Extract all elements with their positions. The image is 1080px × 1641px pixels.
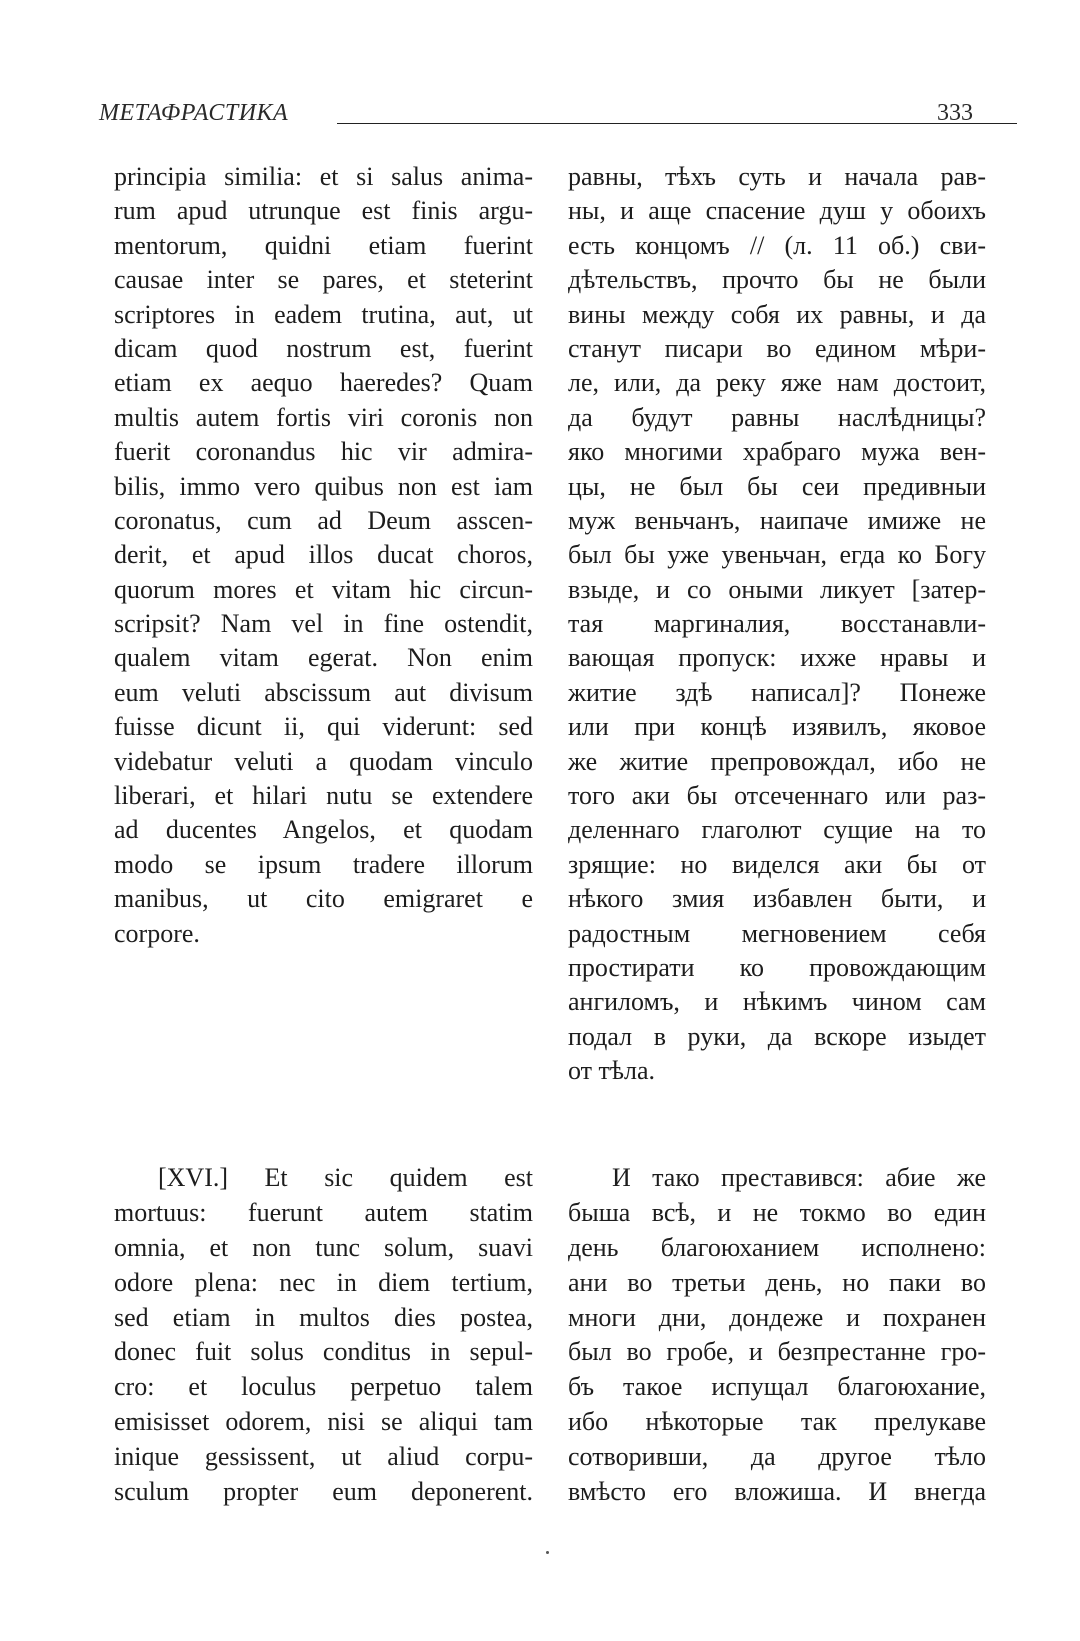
text-line: qualem vitam egerat. Non enim	[114, 643, 533, 673]
text-line: многи дни, дондеже и похранен	[568, 1302, 986, 1332]
text-line: И тако преставився: абие же	[612, 1163, 986, 1192]
text-line: ле, или, да реку яже нам достоит,	[568, 368, 986, 398]
text-line: derit, et apud illos ducat choros,	[114, 540, 533, 570]
running-title: МЕТАФРАСТИКА	[99, 100, 289, 126]
latin-column-section-1	[114, 160, 533, 951]
text-line: emisisset odorem, nisi se aliqui tam	[114, 1407, 533, 1437]
text-line: causae inter se pares, et steterint	[114, 265, 533, 295]
text-line: coronatus, cum ad Deum asscen-	[114, 505, 533, 535]
text-line: odore plena: nec in diem tertium,	[114, 1267, 533, 1297]
text-line: dicam quod nostrum est, fuerint	[114, 333, 533, 363]
text-line: быша всѣ, и не токмо во един	[568, 1197, 986, 1227]
text-line: от тѣла.	[568, 1056, 656, 1086]
text-line: liberari, et hilari nutu se extendere	[114, 781, 533, 811]
text-line: mortuus: fuerunt autem statim	[114, 1197, 533, 1227]
text-line: был во гробе, и безпрестанне гро-	[568, 1337, 986, 1367]
text-line: etiam ex aequo haeredes? Quam	[114, 368, 533, 398]
text-line: quorum mores et vitam hic circun-	[114, 574, 533, 604]
latin-column-section-2	[114, 1161, 533, 1510]
text-line: rum apud utrunque est finis argu-	[114, 196, 533, 226]
page-number: 333	[937, 100, 973, 126]
text-line: зрящие: но виделся аки бы от	[568, 849, 986, 879]
text-line: был бы уже увеньчан, егда ко Богу	[568, 540, 986, 570]
text-line: bilis, immo vero quibus non est iam	[114, 471, 533, 501]
running-header	[99, 100, 973, 134]
text-line: житие здѣ написал]? Понеже	[568, 677, 986, 707]
text-line: подал в руки, да вскоре изыдет	[568, 1021, 986, 1051]
text-line: вмѣсто его вложиша. И внегда	[568, 1477, 986, 1507]
text-line: sculum propter eum deponerent.	[114, 1477, 533, 1507]
text-line: eum veluti abscissum aut divisum	[114, 677, 533, 707]
text-line: деленнаго глаголют сущие на то	[568, 815, 986, 845]
text-line: того аки бы отсеченнаго или раз-	[568, 781, 986, 811]
text-line: videbatur veluti a quodam vinculo	[114, 746, 533, 776]
text-line: modo se ipsum tradere illorum	[114, 849, 533, 879]
text-line: ани во третьи день, но паки во	[568, 1267, 986, 1297]
text-line: взыде, и со оными ликует [затер-	[568, 574, 986, 604]
text-line: муж веньчанъ, наипаче имиже не	[568, 505, 986, 535]
text-line: sed etiam in multos dies postea,	[114, 1302, 533, 1332]
text-line: cro: et loculus perpetuo talem	[114, 1372, 533, 1402]
text-line: inique gessissent, ut aliud corpu-	[114, 1442, 533, 1472]
text-line: [XVI.] Et sic quidem est	[158, 1163, 533, 1192]
text-line: principia similia: et si salus anima-	[114, 162, 533, 191]
text-line: вающая пропуск: ихже нравы и	[568, 643, 986, 673]
text-line: да будут равны наслѣдницы?	[568, 402, 986, 432]
text-line: donec fuit solus conditus in sepul-	[114, 1337, 533, 1367]
text-line: сотворивши, да другое тѣло	[568, 1442, 986, 1472]
text-line: fuerit coronandus hic vir admira-	[114, 437, 533, 467]
text-line: scriptores in eadem trutina, aut, ut	[114, 299, 533, 329]
text-line: corpore.	[114, 918, 200, 948]
text-line: fuisse dicunt ii, qui viderunt: sed	[114, 712, 533, 742]
text-line: mentorum, quidni etiam fuerint	[114, 230, 533, 260]
text-line: станут писари во едином мѣри-	[568, 333, 986, 363]
text-line: равны, тѣхъ суть и начала рав-	[568, 162, 986, 191]
text-line: multis autem fortis viri coronis non	[114, 402, 533, 432]
text-line: цы, не был бы сеи предивныи	[568, 471, 986, 501]
text-line: нѣкого змия избавлен быти, и	[568, 884, 986, 914]
scan-speck	[546, 1551, 549, 1554]
text-line: яко многими храбраго мужа вен-	[568, 437, 986, 467]
text-line: простирати ко провождающим	[568, 952, 986, 982]
text-line: omnia, et non tunc solum, suavi	[114, 1232, 533, 1262]
text-line: или при концѣ изявилъ, яковое	[568, 712, 986, 742]
text-line: бъ такое испущал благоюхание,	[568, 1372, 986, 1402]
text-line: день благоюханием исполнено:	[568, 1232, 986, 1262]
header-rule	[337, 123, 1017, 124]
text-line: же житие препровождал, ибо не	[568, 746, 986, 776]
text-line: ибо нѣкоторые так прелукаве	[568, 1407, 986, 1437]
text-line: ad ducentes Angelos, et quodam	[114, 815, 533, 845]
text-line: scripsit? Nam vel in fine ostendit,	[114, 609, 533, 639]
text-line: тая маргиналия, восстанавли-	[568, 609, 986, 639]
text-line: ангиломъ, и нѣкимъ чином сам	[568, 987, 986, 1017]
text-line: дѣтельствъ, прочто бы не были	[568, 265, 986, 295]
text-line: радостным мегновением себя	[568, 918, 986, 948]
slavonic-column-section-2	[568, 1161, 986, 1510]
slavonic-column-section-1	[568, 160, 986, 1089]
text-line: ны, и аще спасение душ у обоихъ	[568, 196, 986, 226]
text-line: вины между собя их равны, и да	[568, 299, 986, 329]
text-line: manibus, ut cito emigraret e	[114, 884, 533, 914]
text-line: есть концомъ // (л. 11 об.) сви-	[568, 230, 986, 260]
